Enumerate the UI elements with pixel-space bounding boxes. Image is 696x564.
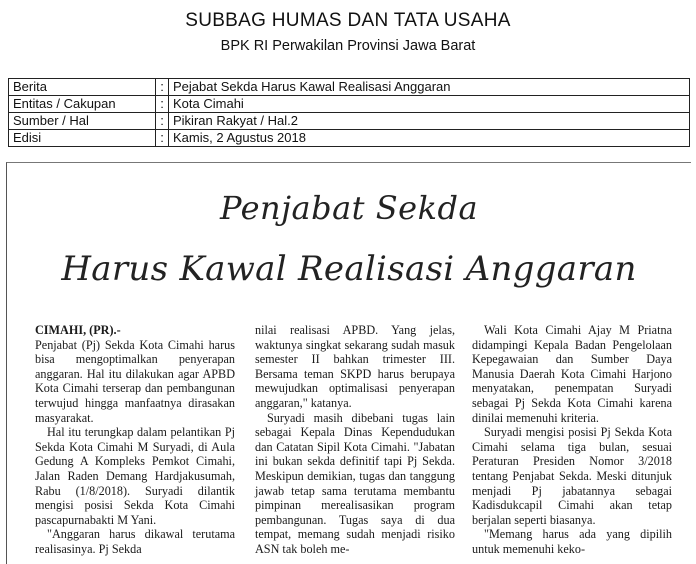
meta-separator: : — [156, 130, 169, 147]
meta-value: Kamis, 2 Agustus 2018 — [169, 130, 690, 147]
article-paragraph: Penjabat (Pj) Sekda Kota Cimahi harus bisa mengoptimalkan penyerapan anggaran. Hal itu dilakukan agar APBD Kota Cimahi terserap dan pembangunan terwujud hingga manfaatnya dirasakan masyarakat. — [35, 337, 235, 425]
meta-separator: : — [156, 96, 169, 113]
meta-label: Entitas / Cakupan — [9, 96, 156, 113]
article-paragraph: Wali Kota Cimahi Ajay M Priatna didampingi Kepala Badan Pengelolaan Kepegawaian dan Sumber Daya Manusia Daerah Kota Cimahi Harjono menyatakan, penempatan Suryadi sebagai Pj Sekda Kota Cimahi karena dinilai memenuhi kriteria. — [472, 323, 672, 425]
article-column-2 — [255, 323, 455, 557]
article-paragraph: Suryadi masih dibebani tugas lain sebagai Kepala Dinas Kependudukan dan Catatan Sipil Kota Cimahi. "Jabatan ini bukan sekda definitif tapi Pj Sekda. Meskipun demikian, tugas dan tanggung jawab tetap sama terutama membantu pimpinan merealisasikan program pembangunan. Tugas saya di dua tempat, memang sudah menjadi risiko ASN tak boleh me- — [255, 410, 455, 556]
meta-row-entitas — [9, 96, 690, 113]
meta-row-sumber — [9, 113, 690, 130]
meta-row-edisi — [9, 130, 690, 147]
article-column-1 — [35, 323, 235, 557]
article-paragraph: nilai realisasi APBD. Yang jelas, waktunya singkat sekarang sudah masuk semester II bahkan trimester III. Bersama teman SKPD harus berupaya mewujudkan optimalisasi penyerapan anggaran," katanya. — [255, 323, 455, 410]
article-paragraph: "Memang harus ada yang dipilih untuk memenuhi keko- — [472, 527, 672, 556]
meta-value: Kota Cimahi — [169, 96, 690, 113]
article-paragraph: Hal itu terungkap dalam pelantikan Pj Sekda Kota Cimahi M Suryadi, di Aula Gedung A Kompleks Pemkot Cimahi, Jalan Raden Demang Hardjakusumah, Rabu (1/8/2018). Suryadi dilantik mengisi posisi Sekda Kota Cimahi pascapurnabakti M Yani. — [35, 425, 235, 527]
meta-label: Sumber / Hal — [9, 113, 156, 130]
meta-value: Pejabat Sekda Harus Kawal Realisasi Anggaran — [169, 79, 690, 96]
office-title: SUBBAG HUMAS DAN TATA USAHA — [185, 10, 511, 31]
headline-line-1: Penjabat Sekda — [219, 189, 479, 227]
newspaper-clipping — [6, 162, 691, 564]
headline-line-2: Harus Kawal Realisasi Anggaran — [61, 249, 637, 289]
meta-value: Pikiran Rakyat / Hal.2 — [169, 113, 690, 130]
meta-row-berita — [9, 79, 690, 96]
article-dateline: CIMAHI, (PR).- — [35, 323, 121, 337]
meta-separator: : — [156, 113, 169, 130]
article-paragraph: "Anggaran harus dikawal terutama realisasinya. Pj Sekda — [35, 527, 235, 556]
metadata-table — [8, 78, 690, 147]
meta-label: Berita — [9, 79, 156, 96]
office-subtitle: BPK RI Perwakilan Provinsi Jawa Barat — [220, 38, 476, 54]
article-paragraph: Suryadi mengisi posisi Pj Sekda Kota Cimahi selama tiga bulan, sesuai Peraturan Presiden Nomor 3/2018 tentang Penjabat Sekda. Meski ditunjuk menjadi Pj jabatannya sebagai Kadisdukcapil Cimahi akan tetap berjalan seperti biasanya. — [472, 425, 672, 527]
article-column-3 — [472, 323, 672, 557]
meta-label: Edisi — [9, 130, 156, 147]
meta-separator: : — [156, 79, 169, 96]
